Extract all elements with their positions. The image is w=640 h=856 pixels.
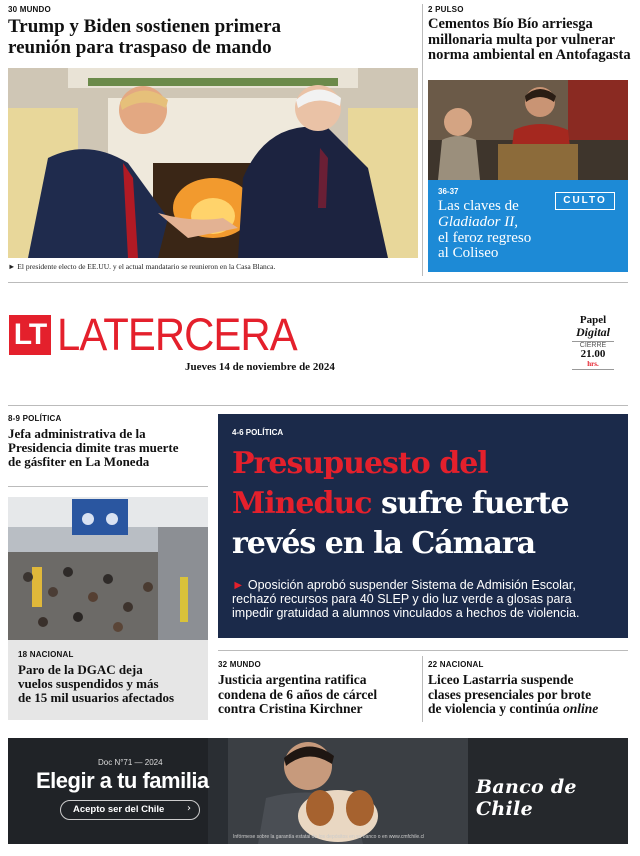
lead-deck: [232, 578, 579, 620]
lead-kicker: 4-6 POLÍTICA: [232, 428, 284, 437]
bottom-rule: [218, 650, 628, 651]
cierre-label: CIERRE: [572, 341, 614, 349]
chevron-right-icon: ›: [187, 803, 191, 814]
left-rule: [8, 486, 208, 487]
column-divider: [422, 4, 423, 276]
gladiator-photo-art: [428, 80, 628, 180]
lt-logo-box: LT: [9, 315, 51, 355]
lead-headline-line2-rest: sufre fuerte: [371, 486, 569, 521]
latercera-logo[interactable]: LATERCERA: [57, 309, 297, 360]
lead-headline-mineduc: Mineduc: [232, 486, 372, 521]
bottom-right-line2: clases presenciales por brote: [428, 686, 592, 702]
digital-label: Digital: [575, 325, 610, 339]
cierre-unit: hrs.: [572, 360, 614, 370]
top-right-line2: millonaria multa por vulnerar: [428, 31, 616, 48]
top-right-kicker: 2 PULSO: [428, 5, 464, 14]
bottom-mid-line1: Justicia argentina ratifica: [218, 672, 367, 687]
left-story2-line1: Paro de la DGAC deja: [18, 662, 143, 677]
left-story1-line2: Presidencia dimite tras muerte: [8, 440, 179, 456]
bottom-right-kicker: 22 NACIONAL: [428, 660, 484, 669]
photo-caption: ► El presidente electo de EE.UU. y el actual mandatario se reunieron en la Casa Blanca.: [8, 262, 276, 271]
bottom-right-line1: Liceo Lastarria suspende: [428, 672, 574, 687]
left-story1-line3: de gásfiter en La Moneda: [8, 454, 150, 470]
ad-fine-print: Infórmese sobre la garantía estatal de los depósitos en su banco o en www.cmfchile.cl: [233, 834, 425, 840]
top-left-kicker: 30 MUNDO: [8, 5, 51, 14]
lead-deck-line1-text: Oposición aprobó suspender Sistema de Admisión Escolar,: [247, 578, 576, 592]
trump-biden-photo[interactable]: [8, 68, 418, 258]
edition-date: Jueves 14 de noviembre de 2024: [185, 361, 335, 373]
top-left-headline-line2: reunión para traspaso de mando: [8, 36, 272, 58]
top-left-headline-line1: Trump y Biden sostienen primera: [8, 16, 282, 37]
left-story2-line3: de 15 mil usuarios afectados: [18, 690, 174, 706]
left-story2-kicker: 18 NACIONAL: [18, 650, 74, 659]
bottom-mid-line3: contra Cristina Kirchner: [218, 701, 363, 717]
ad-cta-button[interactable]: [60, 800, 200, 820]
lead-deck-line1: [232, 578, 579, 592]
top-right-line3: norma ambiental en Antofagasta: [428, 47, 631, 64]
masthead-top-rule: [8, 282, 628, 283]
promo-headline: [438, 199, 531, 262]
lead-story[interactable]: [218, 414, 628, 638]
promo-pages: 36-37: [438, 187, 459, 196]
airport-photo-art: [8, 497, 208, 640]
lead-headline-line3: revés en la Cámara: [232, 526, 536, 561]
promo-line3: el feroz regreso: [438, 229, 532, 246]
promo-line4: al Coliseo: [438, 245, 499, 262]
left-story2-line2: vuelos suspendidos y más: [18, 676, 159, 692]
culto-promo[interactable]: [428, 180, 628, 272]
top-left-headline[interactable]: [8, 17, 281, 58]
left-story2-box[interactable]: [8, 640, 208, 720]
bottom-divider: [422, 656, 423, 722]
banco-de-chile-logo: Banco de Chile: [476, 776, 577, 820]
bottom-mid-kicker: 32 MUNDO: [218, 660, 261, 669]
top-right-headline[interactable]: [428, 17, 631, 64]
bottom-right-headline[interactable]: [428, 673, 598, 717]
papel-label: Papel: [579, 314, 607, 326]
gladiator-photo[interactable]: [428, 80, 628, 180]
ad-doc-number: Doc N°71 — 2024: [98, 758, 163, 767]
lead-deck-arrow-icon: ►: [232, 578, 245, 592]
left-story1-kicker: 8-9 POLÍTICA: [8, 414, 62, 423]
papel-digital[interactable]: [572, 314, 614, 370]
bottom-right-line3-text: de violencia y continúa: [428, 701, 564, 717]
top-right-line1: Cementos Bío Bío arriesga: [428, 16, 593, 32]
airport-photo[interactable]: [8, 497, 208, 640]
bottom-right-online: online: [563, 701, 599, 717]
lead-headline-line1: Presupuesto del: [232, 446, 488, 481]
lead-headline-line2: [232, 484, 622, 524]
bottom-mid-line2: condena de 6 años de cárcel: [218, 686, 378, 702]
culto-badge: CULTO: [555, 192, 615, 210]
ad-cta-label: Acepto ser del Chile: [73, 804, 165, 815]
lead-deck-line2: rechazó recursos para 40 SLEP y dio luz verde a glosas para: [232, 592, 572, 606]
promo-line2: Gladiador II,: [438, 213, 518, 230]
trump-biden-photo-art: [8, 68, 418, 258]
left-story2-headline: [18, 663, 174, 705]
lead-headline: [232, 444, 622, 564]
masthead-bottom-rule: [8, 405, 628, 406]
banco-de-chile-ad[interactable]: [8, 738, 628, 844]
bottom-right-line3: [428, 702, 598, 717]
left-story1-line1: Jefa administrativa de la: [8, 426, 146, 441]
cierre-time: 21.00: [580, 348, 606, 360]
bottom-mid-headline[interactable]: [218, 673, 377, 717]
left-story1-headline[interactable]: [8, 427, 179, 469]
ad-title: Elegir a tu familia: [36, 768, 209, 793]
lead-deck-line3: impedir gratuidad a alumnos vinculados a hechos de violencia.: [232, 606, 580, 620]
promo-line1: Las claves de: [438, 198, 519, 214]
